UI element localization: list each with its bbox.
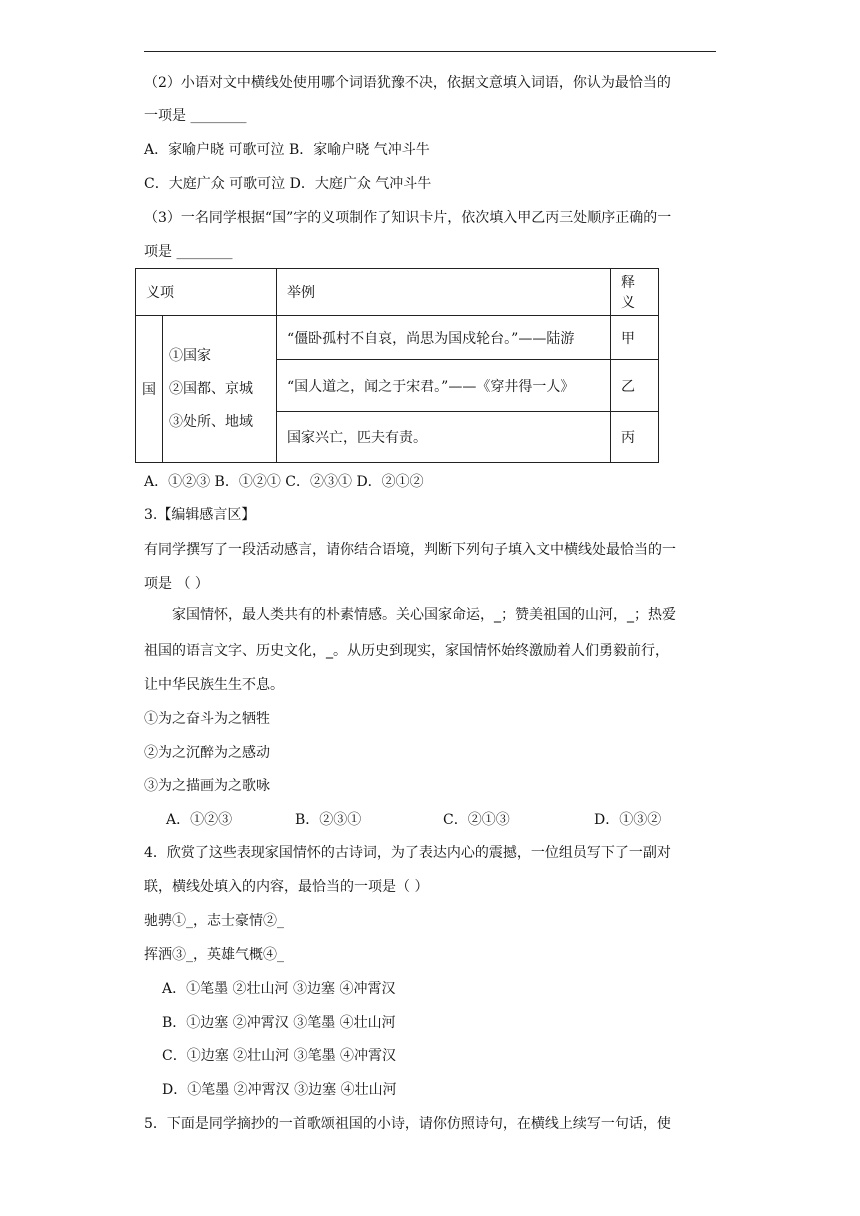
q4-stem-line2: 联，横线处填入的内容，最恰当的一项是（ ）	[144, 879, 429, 895]
q3sub-stem-line2: 项是 ________	[144, 244, 233, 260]
meaning-cell: 乙	[611, 360, 659, 412]
sense-item: ②国都、京城	[169, 380, 253, 397]
q3-option-c: C．②①③	[443, 812, 510, 828]
example-cell: “国人道之，闻之于宋君。”——《穿井得一人》	[277, 360, 611, 412]
q2-options-cd: C．大庭广众 可歌可泣 D．大庭广众 气冲斗牛	[144, 176, 432, 192]
q3-item: ②为之沉醉为之感动	[144, 745, 270, 761]
q2-stem-line1: （2）小语对文中横线处使用哪个词语犹豫不决，依据文意填入词语，你认为最恰当的	[144, 75, 671, 91]
passage-line: 家国情怀，最人类共有的朴素情感。关心国家命运，_；赞美祖国的山河，_；热爱	[172, 607, 676, 623]
meaning-cell: 甲	[611, 316, 659, 360]
q3sub-stem-line1: （3）一名同学根据“国”字的义项制作了知识卡片，依次填入甲乙丙三处顺序正确的一	[144, 210, 672, 226]
q3-stem-line2: 项是 （ ）	[144, 576, 209, 592]
passage-line: 祖国的语言文字、历史文化，_。从历史到现实，家国情怀始终激励着人们勇毅前行，	[144, 643, 669, 659]
q3-stem-line1: 有同学撰写了一段活动感言，请你结合语境，判断下列句子填入文中横线处最恰当的一	[144, 542, 676, 558]
header-rule	[144, 51, 716, 52]
q4-option-a: A．①笔墨 ②壮山河 ③边塞 ④冲霄汉	[162, 981, 396, 997]
passage-line: 让中华民族生生不息。	[144, 677, 284, 693]
header-meaning: 释义	[611, 269, 659, 316]
q4-couplet-upper: 驰骋①_，志士豪情②_	[144, 913, 284, 929]
meaning-cell: 丙	[611, 412, 659, 463]
example-cell: “僵卧孤村不自哀，尚思为国戍轮台。”——陆游	[277, 316, 611, 360]
q3-item: ③为之描画为之歌咏	[144, 778, 270, 794]
q2-options-ab: A．家喻户晓 可歌可泣 B．家喻户晓 气冲斗牛	[144, 142, 430, 158]
sense-item: ①国家	[169, 347, 211, 364]
example-cell: 国家兴亡，匹夫有责。	[277, 412, 611, 463]
q5-stem-line1: 5．下面是同学摘抄的一首歌颂祖国的小诗，请你仿照诗句，在横线上续写一句话，使	[144, 1116, 671, 1132]
header-sense: 义项	[136, 269, 277, 316]
q3-item: ①为之奋斗为之牺牲	[144, 711, 270, 727]
table-char-cell: 国	[136, 316, 163, 463]
table-senses-cell	[163, 316, 277, 463]
q3-title: 3.【编辑感言区】	[144, 507, 256, 523]
q3-passage	[144, 605, 716, 695]
q4-stem-line1: 4．欣赏了这些表现家国情怀的古诗词，为了表达内心的震撼，一位组员写下了一副对	[144, 845, 671, 861]
table-row	[136, 316, 659, 360]
q3-option-b: B．②③①	[295, 812, 362, 828]
sense-item: ③处所、地域	[169, 413, 253, 430]
q4-option-d: D．①笔墨 ②冲霄汉 ③边塞 ④壮山河	[162, 1082, 397, 1098]
q3-option-a: A．①②③	[166, 812, 233, 828]
q4-couplet-lower: 挥洒③_，英雄气概④_	[144, 947, 284, 963]
knowledge-card-table	[135, 268, 659, 463]
q3-option-d: D．①③②	[594, 812, 662, 828]
q4-option-c: C．①边塞 ②壮山河 ③笔墨 ④冲霄汉	[162, 1048, 397, 1064]
q4-option-b: B．①边塞 ②冲霄汉 ③笔墨 ④壮山河	[162, 1015, 396, 1031]
q3sub-options: A．①②③ B．①②① C．②③① D．②①②	[144, 474, 424, 490]
header-example: 举例	[277, 269, 611, 316]
table-header-row	[136, 269, 659, 316]
q2-stem-line2: 一项是 ________	[144, 108, 247, 124]
